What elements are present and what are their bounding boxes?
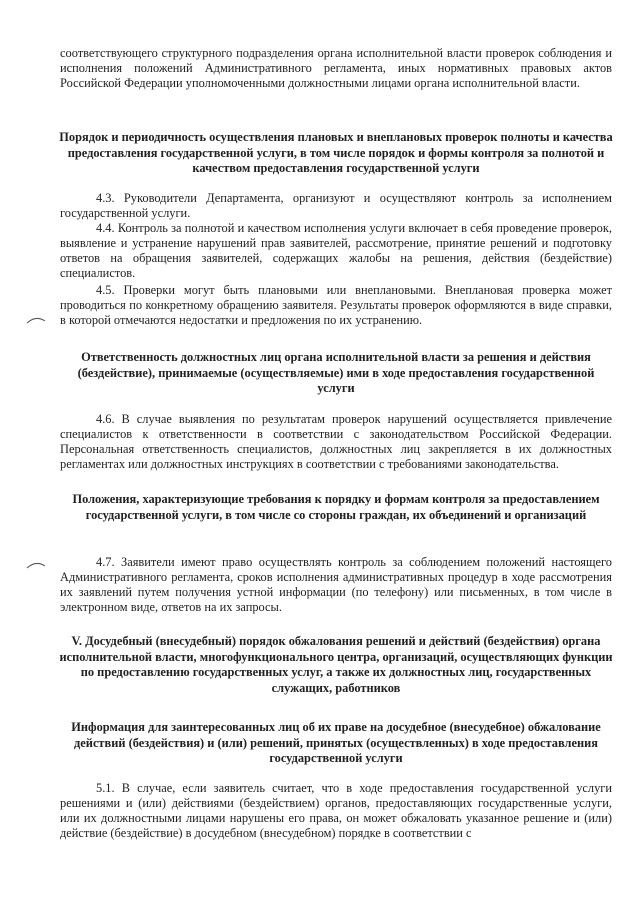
margin-pen-mark xyxy=(26,560,46,570)
heading-control-provisions: Положения, характеризующие требования к порядку и формам контроля за предоставлением государственной услуги, в том числе со стороны граждан, их объединений и организаций xyxy=(72,492,600,522)
paragraph-intro: соответствующего структурного подразделения органа исполнительной власти проверок соблюдения и исполнения положений Административного регламента, иных нормативных правовых актов Российской Федерации уполномоченными должностными лицами органа исполнительной власти. xyxy=(60,46,612,90)
heading-order-of-checks: Порядок и периодичность осуществления плановых и внеплановых проверок полноты и качества предоставления государственной услуги, в том числе порядок и формы контроля за полнотой и качеством предоставления государственной услуги xyxy=(59,130,613,175)
paragraph-4-5: 4.5. Проверки могут быть плановыми или внеплановыми. Внеплановая проверка может проводиться по конкретному обращению заявителя. Результаты проверок оформляются в виде справки, в которой отмечаются недостатки и предложения по их устранению. xyxy=(60,283,612,327)
paragraph-4-4: 4.4. Контроль за полнотой и качеством исполнения услуги включает в себя проведение проверок, выявление и устранение нарушений прав заявителей, рассмотрение, принятие решений и подготовку ответов на обращения заявителей, содержащих жалобы на решения, действия (бездействие) специалистов. xyxy=(60,221,612,280)
paragraph-4-3: 4.3. Руководители Департамента, организуют и осуществляют контроль за исполнением государственной услуги. xyxy=(60,191,612,220)
heading-information: Информация для заинтересованных лиц об их праве на досудебное (внесудебное) обжалование действий (бездействия) и (или) решений, принятых (осуществленных) в ходе предоставления государственной услуги xyxy=(71,720,601,765)
margin-pen-mark xyxy=(26,315,46,325)
paragraph-4-6: 4.6. В случае выявления по результатам проверок нарушений осуществляется привлечение специалистов к ответственности в соответствии с законодательством Российской Федерации. Персональная ответственность специалистов, должностных лиц закрепляется в их должностных регламентах или должностных инструкциях в соответствии с требованиями законодательства. xyxy=(60,412,612,471)
heading-section-v: V. Досудебный (внесудебный) порядок обжалования решений и действий (бездействия) органа исполнительной власти, многофункционального центра, организаций, осуществляющих функции по предоставлению государственных услуг, а также их должностных лиц, государственных служащих, работников xyxy=(59,634,613,695)
heading-responsibility: Ответственность должностных лиц органа исполнительной власти за решения и действия (бездействие), принимаемые (осуществляемые) ими в ходе предоставления государственной услуги xyxy=(77,350,595,395)
paragraph-4-7: 4.7. Заявители имеют право осуществлять контроль за соблюдением положений настоящего Административного регламента, сроков исполнения административных процедур в ходе рассмотрения их заявлений путем получения устной информации (по телефону) или письменных, в том числе в электронном виде, ответов на их запросы. xyxy=(60,555,612,614)
paragraph-5-1: 5.1. В случае, если заявитель считает, что в ходе предоставления государственной услуги решениями и (или) действиями (бездействием) органов, предоставляющих государственные услуги, или их должностными лицами нарушены его права, он может обжаловать указанное решение и (или) действие (бездействие) в досудебном (внесудебном) порядке в соответствии с xyxy=(60,781,612,840)
